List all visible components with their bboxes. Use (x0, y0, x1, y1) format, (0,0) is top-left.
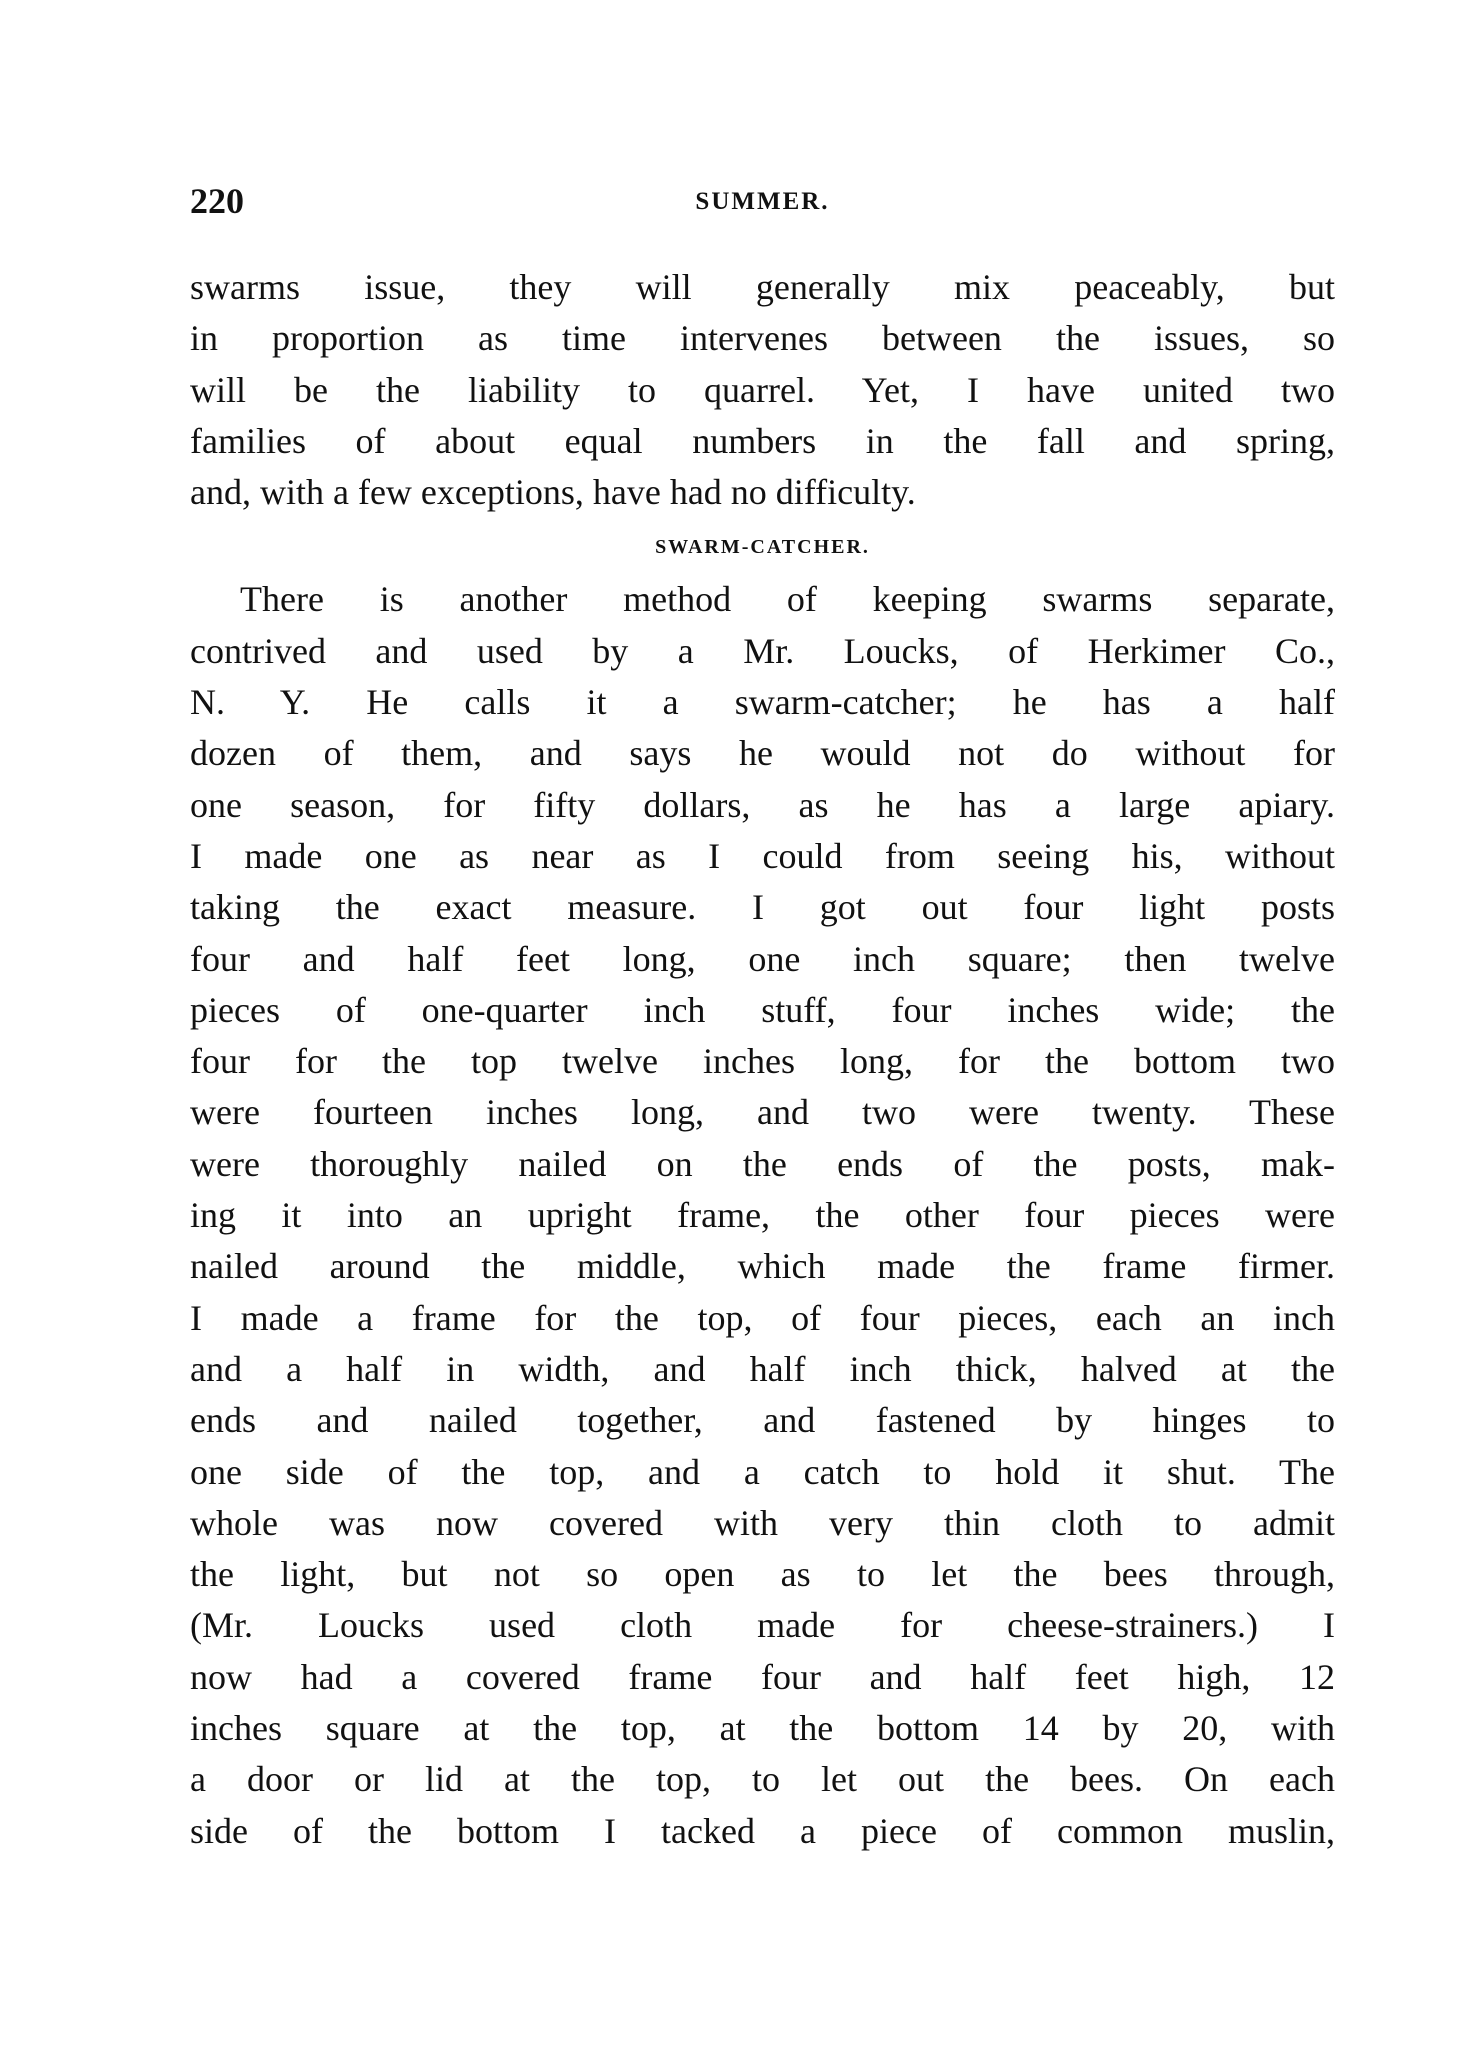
text-line: the light, but not so open as to let the bees through, (190, 1554, 1335, 1595)
text-line: one season, for fifty dollars, as he has a large apiary. (190, 784, 1335, 825)
paragraph-1 (190, 262, 1335, 518)
page-header (190, 180, 1335, 230)
text-line: were thoroughly nailed on the ends of the posts, mak- (190, 1143, 1335, 1184)
page-number: 220 (190, 181, 244, 221)
text-line: one side of the top, and a catch to hold it shut. The (190, 1451, 1335, 1492)
text-line: and a half in width, and half inch thick, halved at the (190, 1348, 1335, 1389)
text-line: in proportion as time intervenes between the issues, so (190, 318, 1335, 359)
text-line: ing it into an upright frame, the other four pieces were (190, 1195, 1335, 1236)
text-line: ends and nailed together, and fastened by hinges to (190, 1400, 1335, 1441)
text-line: a door or lid at the top, to let out the bees. On each (190, 1759, 1335, 1800)
text-line: were fourteen inches long, and two were twenty. These (190, 1092, 1335, 1133)
text-line: and, with a few exceptions, have had no difficulty. (190, 472, 916, 513)
text-line: will be the liability to quarrel. Yet, I have united two (190, 369, 1335, 410)
text-line: contrived and used by a Mr. Loucks, of Herkimer Co., (190, 630, 1335, 671)
text-line: taking the exact measure. I got out four light posts (190, 887, 1335, 928)
text-line: side of the bottom I tacked a piece of common muslin, (190, 1810, 1335, 1851)
text-line: nailed around the middle, which made the frame firmer. (190, 1246, 1335, 1287)
text-line: whole was now covered with very thin cloth to admit (190, 1502, 1335, 1543)
text-line: I made one as near as I could from seeing his, without (190, 835, 1335, 876)
text-line: four for the top twelve inches long, for the bottom two (190, 1041, 1335, 1082)
text-line: inches square at the top, at the bottom 14 by 20, with (190, 1708, 1335, 1749)
text-line: There is another method of keeping swarms separate, (240, 579, 1335, 620)
text-line: now had a covered frame four and half feet high, 12 (190, 1656, 1335, 1697)
text-line: (Mr. Loucks used cloth made for cheese-strainers.) I (190, 1605, 1335, 1646)
section-heading: SWARM-CATCHER. (655, 536, 870, 559)
text-line: families of about equal numbers in the fall and spring, (190, 420, 1335, 461)
text-line: swarms issue, they will generally mix peaceably, but (190, 267, 1335, 307)
text-line: N. Y. He calls it a swarm-catcher; he has a half (190, 682, 1335, 723)
paragraph-2 (190, 574, 1335, 1856)
text-line: dozen of them, and says he would not do without for (190, 733, 1335, 774)
running-head: SUMMER. (695, 188, 830, 215)
text-line: I made a frame for the top, of four pieces, each an inch (190, 1297, 1335, 1338)
text-line: four and half feet long, one inch square; then twelve (190, 938, 1335, 979)
page-body (190, 262, 1335, 1857)
text-line: pieces of one-quarter inch stuff, four inches wide; the (190, 989, 1335, 1030)
